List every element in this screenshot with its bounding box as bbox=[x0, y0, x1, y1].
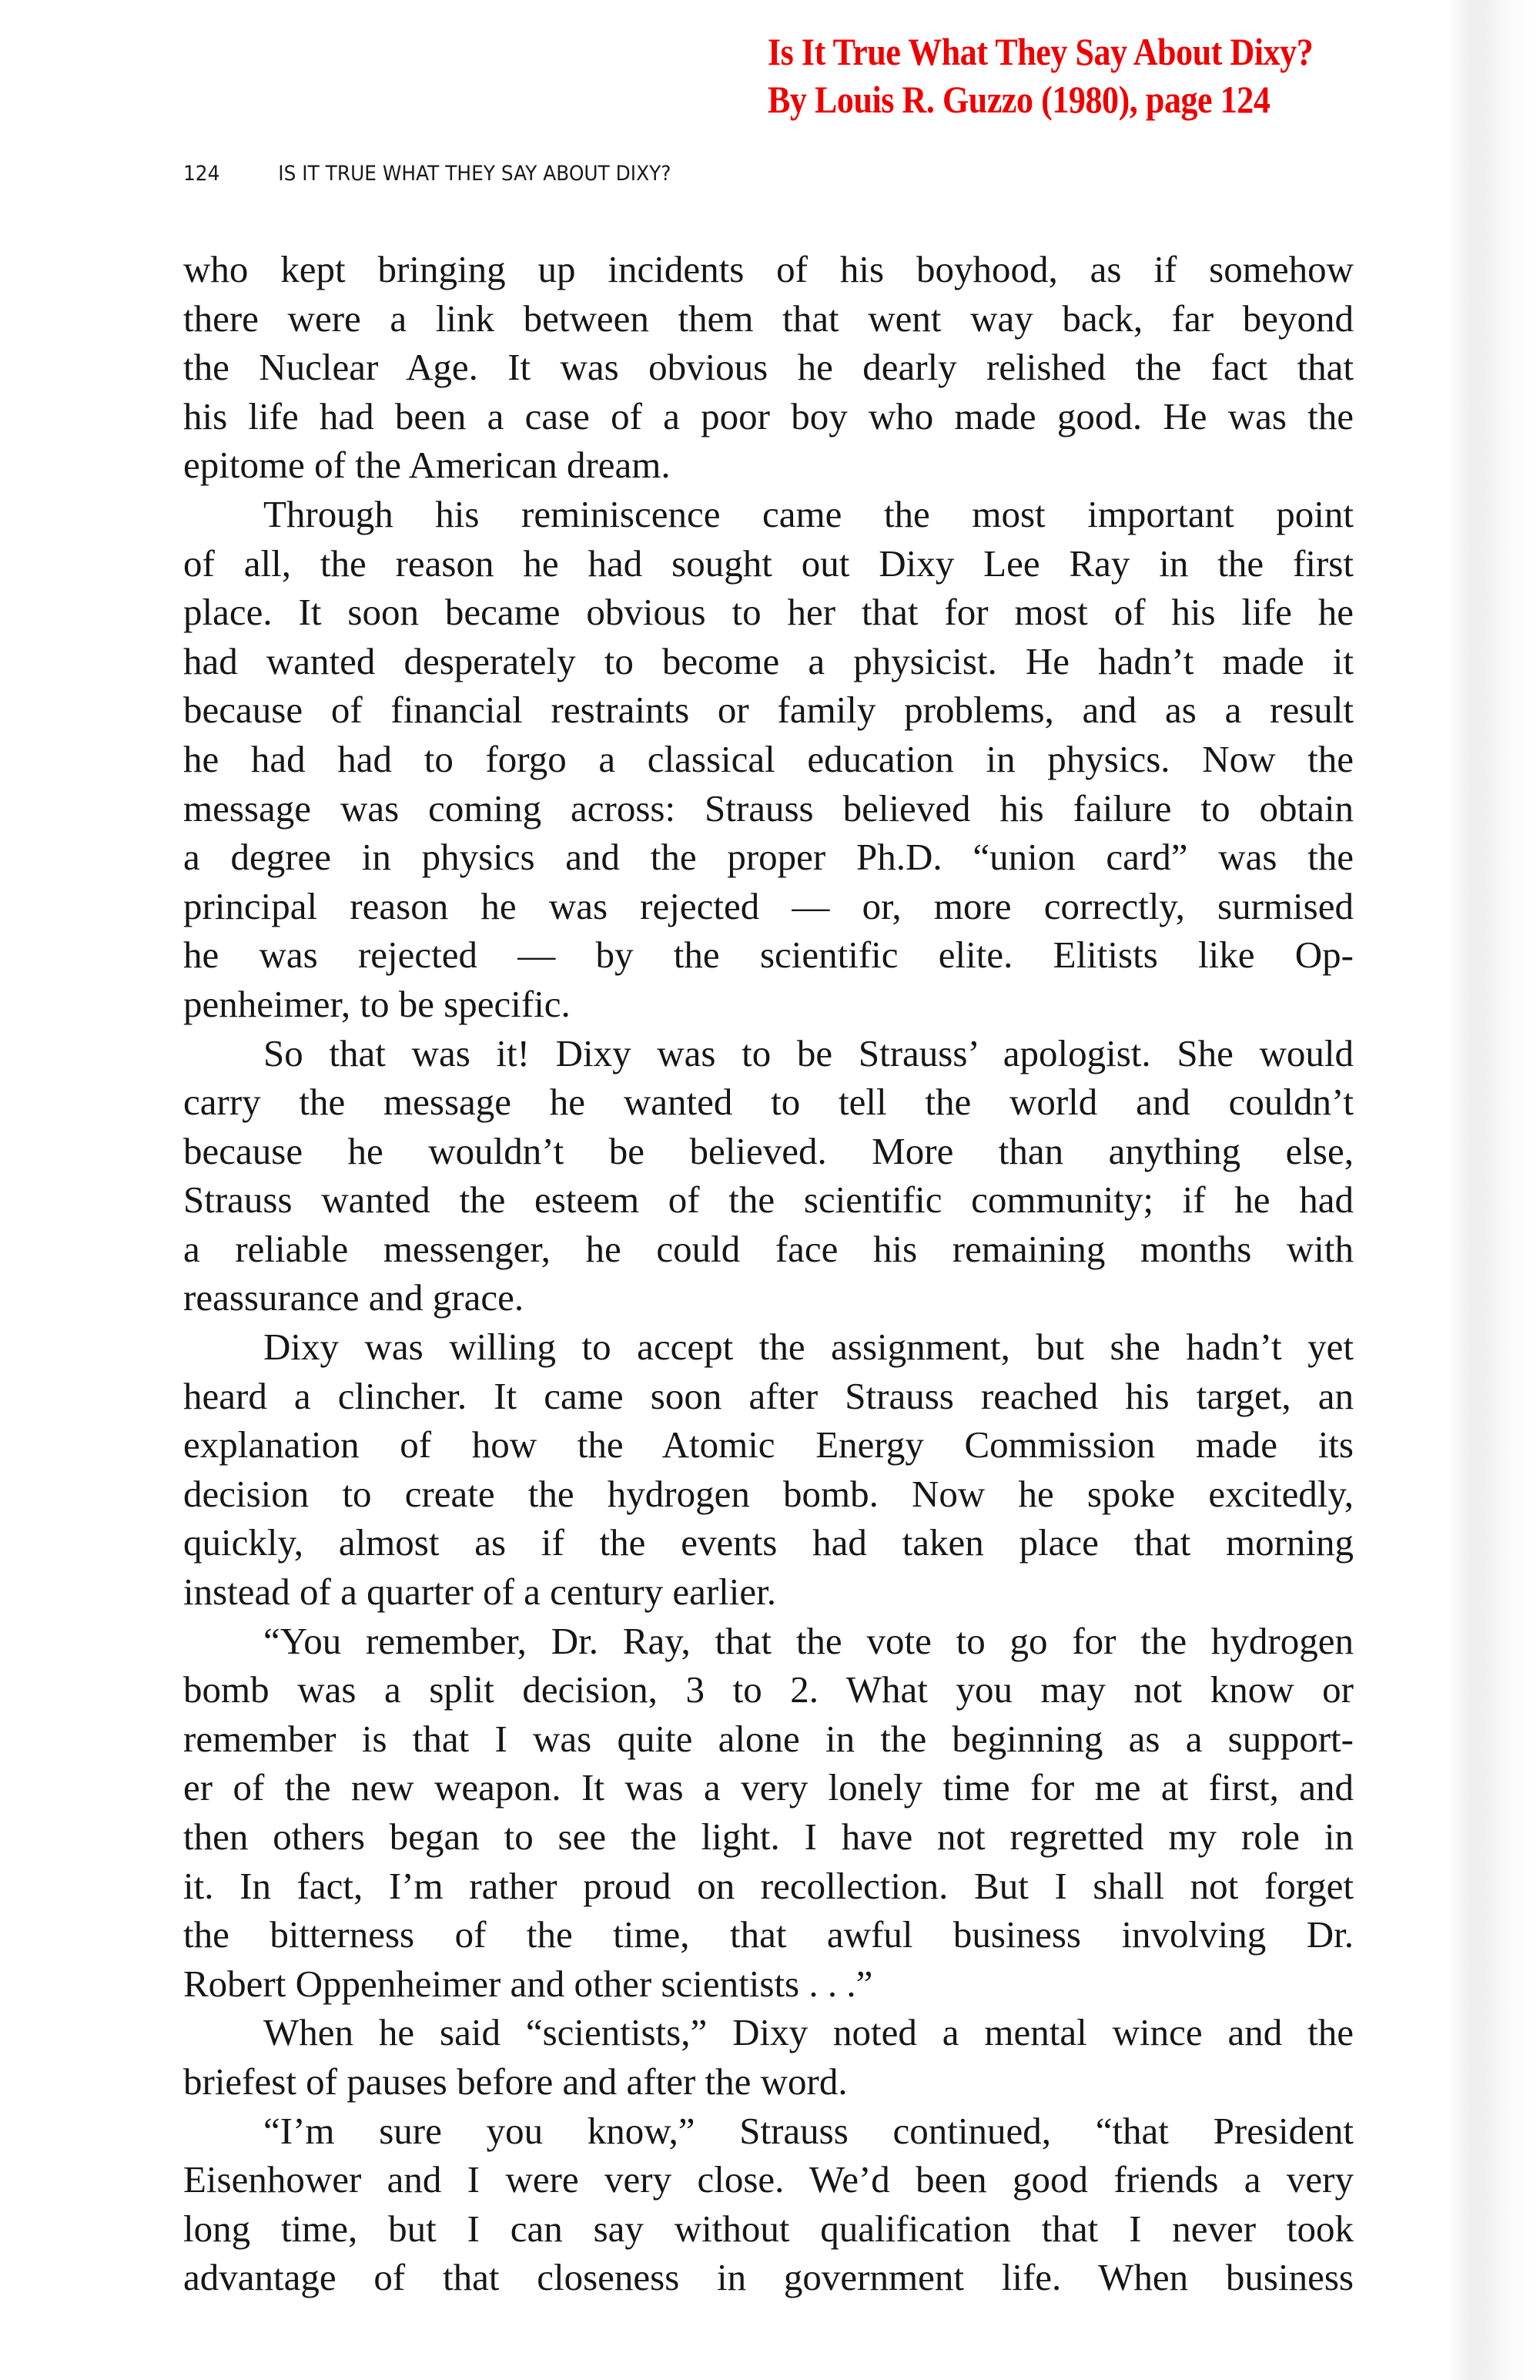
source-annotation bbox=[768, 28, 1313, 123]
text-line: he was rejected — by the scientific elite. Elitists like Op- bbox=[183, 934, 1354, 977]
text-line: a reliable messenger, he could face his remaining months with bbox=[183, 1227, 1354, 1270]
paragraph-first-line: Dixy was willing to accept the assignment, but she hadn’t yet bbox=[263, 1326, 1354, 1369]
text-line: quickly, almost as if the events had taken place that morning bbox=[183, 1521, 1354, 1564]
paragraph-first-line: When he said “scientists,” Dixy noted a mental wince and the bbox=[263, 2011, 1354, 2054]
text-line: epitome of the American dream. bbox=[183, 444, 671, 487]
text-line: had wanted desperately to become a physicist. He hadn’t made it bbox=[183, 639, 1354, 682]
text-line: he had had to forgo a classical education in physics. Now the bbox=[183, 737, 1354, 780]
text-line: reassurance and grace. bbox=[183, 1276, 524, 1319]
text-line: principal reason he was rejected — or, more correctly, surmised bbox=[183, 884, 1354, 927]
text-line: penheimer, to be specific. bbox=[183, 982, 571, 1025]
page-number: 124 bbox=[183, 162, 220, 186]
text-line: his life had been a case of a poor boy who made good. He was the bbox=[183, 394, 1354, 437]
text-line: because he wouldn’t be believed. More than anything else, bbox=[183, 1129, 1354, 1172]
text-line: a degree in physics and the proper Ph.D. “union card” was the bbox=[183, 836, 1354, 879]
text-line: long time, but I can say without qualification that I never took bbox=[183, 2207, 1354, 2250]
paragraph-first-line: Through his reminiscence came the most important point bbox=[263, 492, 1354, 535]
page-gutter-shadow bbox=[1448, 0, 1540, 2380]
annotation-citation: By Louis R. Guzzo (1980), page 124 bbox=[768, 78, 1270, 121]
paragraph-first-line: “You remember, Dr. Ray, that the vote to go for the hydrogen bbox=[263, 1619, 1354, 1662]
text-line: it. In fact, I’m rather proud on recollection. But I shall not forget bbox=[183, 1864, 1354, 1907]
running-header bbox=[183, 162, 671, 186]
text-line: er of the new weapon. It was a very lonely time for me at first, and bbox=[183, 1766, 1354, 1809]
paragraph-first-line: So that was it! Dixy was to be Strauss’ apologist. She would bbox=[263, 1031, 1354, 1074]
text-line: because of financial restraints or family problems, and as a result bbox=[183, 689, 1354, 732]
text-line: there were a link between them that went way back, far beyond bbox=[183, 297, 1354, 340]
text-line: message was coming across: Strauss believed his failure to obtain bbox=[183, 786, 1354, 830]
text-line: Eisenhower and I were very close. We’d been good friends a very bbox=[183, 2158, 1354, 2201]
text-line: of all, the reason he had sought out Dixy Lee Ray in the first bbox=[183, 541, 1354, 585]
running-title: IS IT TRUE WHAT THEY SAY ABOUT DIXY? bbox=[278, 162, 671, 186]
text-line: place. It soon became obvious to her that for most of his life he bbox=[183, 591, 1354, 634]
text-line: the Nuclear Age. It was obvious he dearly relished the fact that bbox=[183, 346, 1354, 389]
text-line: advantage of that closeness in government life. When business bbox=[183, 2256, 1354, 2299]
body-text bbox=[183, 245, 1354, 2302]
text-line: carry the message he wanted to tell the world and couldn’t bbox=[183, 1081, 1354, 1124]
text-line: the bitterness of the time, that awful business involving Dr. bbox=[183, 1913, 1354, 1956]
text-line: then others began to see the light. I have not regretted my role in bbox=[183, 1815, 1354, 1858]
text-line: briefest of pauses before and after the word. bbox=[183, 2060, 848, 2103]
text-line: Strauss wanted the esteem of the scientific community; if he had bbox=[183, 1178, 1354, 1222]
text-line: who kept bringing up incidents of his boyhood, as if somehow bbox=[183, 248, 1354, 290]
text-line: remember is that I was quite alone in the beginning as a support- bbox=[183, 1717, 1354, 1760]
text-line: instead of a quarter of a century earlier. bbox=[183, 1570, 777, 1614]
paragraph-first-line: “I’m sure you know,” Strauss continued, “that President bbox=[263, 2109, 1354, 2152]
text-line: bomb was a split decision, 3 to 2. What you may not know or bbox=[183, 1668, 1354, 1711]
annotation-title: Is It True What They Say About Dixy? bbox=[768, 30, 1314, 73]
text-line: decision to create the hydrogen bomb. Now he spoke excitedly, bbox=[183, 1472, 1354, 1515]
text-line: Robert Oppenheimer and other scientists . . .” bbox=[183, 1962, 873, 2005]
text-line: heard a clincher. It came soon after Strauss reached his target, an bbox=[183, 1374, 1354, 1417]
text-line: explanation of how the Atomic Energy Commission made its bbox=[183, 1423, 1354, 1467]
